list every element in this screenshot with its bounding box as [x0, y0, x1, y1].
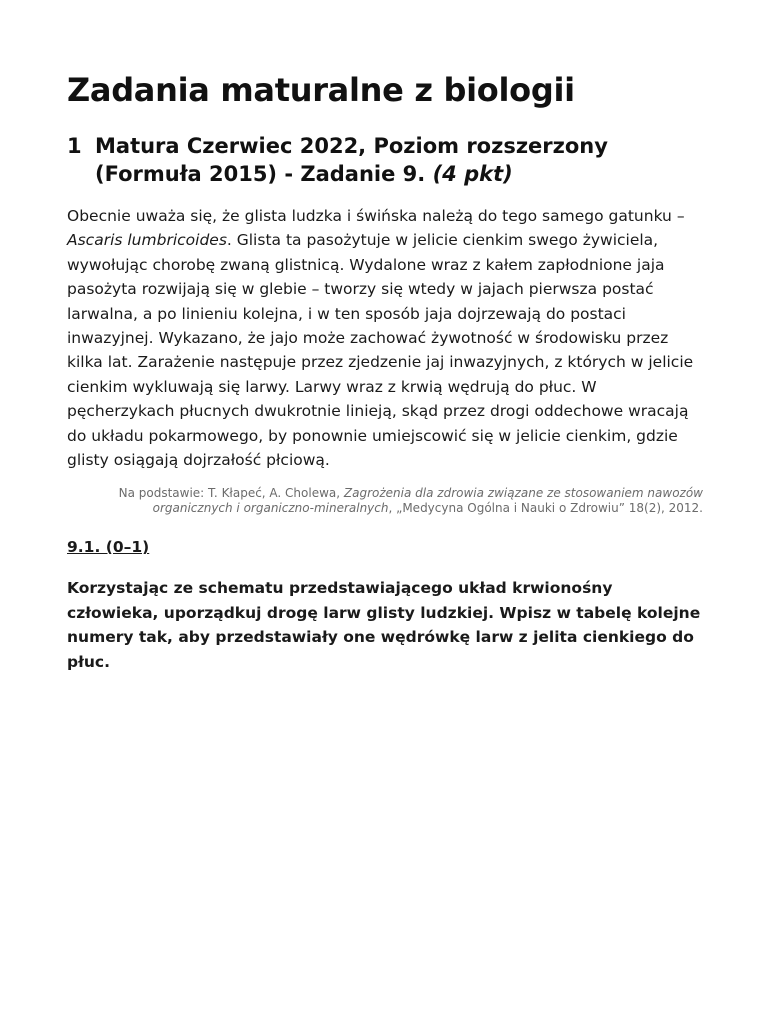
- section-title-wrapper: [95, 132, 703, 188]
- source-suffix: , „Medycyna Ogólna i Nauki o Zdrowiu” 18(2), 2012.: [388, 501, 703, 516]
- section-number: 1: [67, 134, 82, 158]
- passage-part1: Obecnie uważa się, że glista ludzka i świńska należą do tego samego gatunku –: [67, 207, 685, 225]
- source-citation: [67, 486, 703, 516]
- points-value: (4 pkt): [432, 162, 513, 186]
- section-heading: [67, 132, 703, 188]
- source-work-title: Zagrożenia dla zdrowia związane ze stosowaniem nawozów organicznych i organiczno-mineralnych: [152, 486, 703, 516]
- species-name: Ascaris lumbricoides: [67, 231, 227, 250]
- subtask-label: 9.1. (0–1): [67, 538, 150, 557]
- document-page: [67, 68, 703, 674]
- source-prefix: Na podstawie: T. Kłapeć, A. Cholewa,: [118, 486, 341, 501]
- section-title: Matura Czerwiec 2022, Poziom rozszerzony (Formuła 2015) - Zadanie 9.: [95, 134, 608, 186]
- passage-part2: . Glista ta pasożytuje w jelicie cienkim swego żywiciela, wywołując chorobę zwaną glistnicą. Wydalone wraz z kałem zapłodnione jaja pasożyta rozwijają się w glebie – tworzy się wtedy w jajach pierwsza postać larwalna, a po linieniu kolejna, i w ten sposób jaja dojrzewają do postaci inwazyjnej. Wykazano, że jajo może zachować żywotność w środowisku przez kilka lat. Zarażenie następuje przez zjedzenie jaj inwazyjnych, z których w jelicie cienkim wykluwają się larwy. Larwy wraz z krwią wędrują do płuc. W pęcherzykach płucnych dwukrotnie linieją, skąd przez drogi oddechowe wracają do układu pokarmowego, by ponownie umiejscowić się w jelicie cienkim, gdzie glisty osiągają dojrzałość płciową.: [67, 231, 694, 470]
- task-passage: [67, 204, 703, 472]
- subtask-instruction: Korzystając ze schematu przedstawiającego układ krwionośny człowieka, uporządkuj drogę larw glisty ludzkiej. Wpisz w tabelę kolejne numery tak, aby przedstawiały one wędrówkę larw z jelita cienkiego do płuc.: [67, 579, 701, 671]
- document-title: Zadania maturalne z biologii: [67, 71, 575, 109]
